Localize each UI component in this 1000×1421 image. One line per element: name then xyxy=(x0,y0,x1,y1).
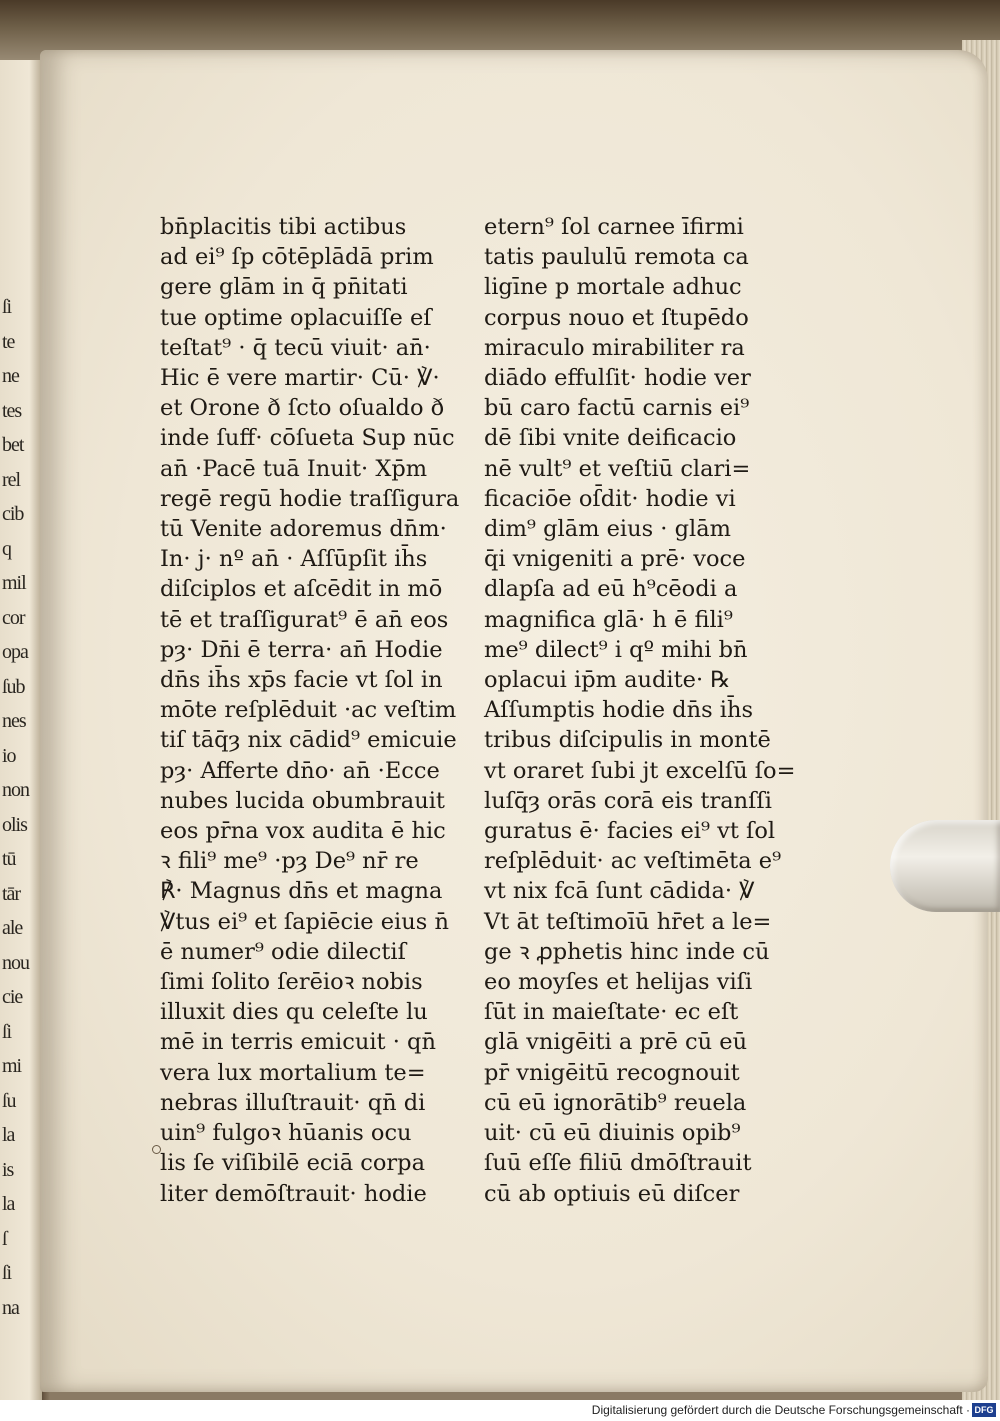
text-line: bū caro factū carnis ei⁹ xyxy=(484,395,750,422)
text-line: guratus ē· facies ei⁹ vt ſol xyxy=(484,818,776,845)
text-line: vt oraret ſubi jt excelſū ſo= xyxy=(484,757,796,784)
text-line: lis ſe viſibilē eciā corpa xyxy=(160,1150,425,1177)
text-line: ℣tus ei⁹ et ſapiēcie eius n̄ xyxy=(160,908,449,935)
text-line: dē ſibi vnite deificacio xyxy=(484,425,737,452)
text-line: glā vnigēiti a prē cū eū xyxy=(484,1029,748,1056)
text-line: Aſſumptis hodie dn̄s ih̄s xyxy=(484,697,754,724)
text-line: me⁹ dilect⁹ i qº mihi bn̄ xyxy=(484,636,748,663)
text-line: eos pr̄na vox audita ē hic xyxy=(160,818,446,845)
text-line: miraculo mirabiliter ra xyxy=(484,334,745,361)
text-line: bn̄placitis tibi actibus xyxy=(160,214,407,240)
text-line: cū ab optiuis eū diſcer xyxy=(484,1180,740,1207)
text-line: dlapſa ad eū h⁹cēodi a xyxy=(484,576,738,603)
text-line: an̄ ·Pacē tuā Inuit· Xp̄m xyxy=(160,455,428,482)
text-line: gere glām in q̄ pn̄itati xyxy=(160,274,408,301)
text-line: ficaciōe oſ̄dit· hodie vi xyxy=(484,485,736,512)
text-line: mē in terris emicuit · qn̄ xyxy=(160,1029,436,1056)
text-line: inde ſuff· cōſueta Sup nūc xyxy=(160,425,455,452)
text-line: ge ꝛ ꝓphetis hinc inde cū xyxy=(484,938,770,965)
text-line: tatis paululū remota ca xyxy=(484,244,749,271)
text-line: corpus nouo et ſtupēdo xyxy=(484,304,749,331)
text-line: ꝛ fili⁹ me⁹ ·pȝ De⁹ nr̄ re xyxy=(160,848,419,875)
text-line: liter demōſtrauit· hodie xyxy=(160,1180,427,1207)
text-line: uit· cū eū diuinis opib⁹ xyxy=(484,1120,741,1147)
dfg-logo-icon: DFG xyxy=(972,1403,996,1417)
text-line: dn̄s ih̄s xp̄s facie vt ſol in xyxy=(160,667,443,694)
text-line: tue optime oplacuiſſe eſ xyxy=(160,304,432,331)
text-line: vt nix fcā ſunt cādida· ℣ xyxy=(484,878,755,905)
text-line: dim⁹ glām eius · glām xyxy=(484,516,731,543)
text-line: tū Venite adoremus dn̄m· xyxy=(160,516,447,543)
page-mark-dot xyxy=(152,1145,161,1154)
text-line: magnifica glā· h ē fili⁹ xyxy=(484,606,733,633)
text-line: ē numer⁹ odie dilectiſ xyxy=(160,938,406,965)
text-line: teſtat⁹ · q̄ tecū viuit· an̄· xyxy=(160,334,431,361)
text-line: pr̄ vnigēitū recognouit xyxy=(484,1059,740,1086)
text-line: In· j· nº an̄ · Aſſūpſit ih̄s xyxy=(160,546,428,573)
text-line: regē regū hodie traſſigura xyxy=(160,485,460,512)
footer-credit: Digitalisierung gefördert durch die Deutsche Forschungsgemeinschaft · xyxy=(591,1403,970,1417)
text-line: diādo effulſit· hodie ver xyxy=(484,365,751,392)
text-line: uin⁹ fulgoꝛ hūanis ocu xyxy=(160,1120,412,1147)
text-line: et Orone ð ſcto oſualdo ð xyxy=(160,395,445,422)
text-line: Hic ē vere martir· Cū· ℣· xyxy=(160,365,440,392)
text-column-right xyxy=(484,212,796,1209)
text-line: tribus diſcipulis in montē xyxy=(484,727,771,754)
text-line: nē vult⁹ et veſtiū clari= xyxy=(484,455,751,482)
page-clip xyxy=(890,820,1000,912)
text-line: luſq̄ȝ orās corā eis tranſſi xyxy=(484,787,772,814)
footer-bar xyxy=(0,1400,1000,1421)
text-line: mōte reſplēduit ·ac veſtim xyxy=(160,697,457,724)
text-line: nebras illuſtrauit· qn̄ di xyxy=(160,1089,426,1116)
text-line: cū eū ignorātib⁹ reuela xyxy=(484,1089,747,1116)
text-line: eo moyſes et helijas viſi xyxy=(484,969,753,996)
text-column-left xyxy=(160,212,460,1209)
text-line: ℟· Magnus dn̄s et magna xyxy=(160,878,443,905)
text-line: ligīne p mortale adhuc xyxy=(484,274,742,301)
text-line: illuxit dies qu celeſte lu xyxy=(160,999,428,1026)
text-line: diſciplos et aſcēdit in mō xyxy=(160,576,443,603)
text-line: ad ei⁹ ſp cōtēplādā prim xyxy=(160,244,434,271)
text-line: pȝ· Dn̄i ē terra· an̄ Hodie xyxy=(160,636,443,663)
text-line: etern⁹ ſol carnee īfirmi xyxy=(484,214,744,240)
text-line: tiſ tāq̄ȝ nix cādid⁹ emicuie xyxy=(160,727,457,754)
text-line: oplacui ip̄m audite· ℞ xyxy=(484,667,731,694)
text-line: q̄i vnigeniti a prē· voce xyxy=(484,546,746,573)
text-line: reſplēduit· ac veſtimēta e⁹ xyxy=(484,848,782,875)
left-page-margin-text: ſi te ne tes bet rel cib q mil cor opa ſub nes io non olis tū tār ale nou cie ſi mi ſu la is la ſ ſi na xyxy=(2,296,29,1319)
text-line: nubes lucida obumbrauit xyxy=(160,787,445,814)
text-line: vera lux mortalium te= xyxy=(160,1059,426,1086)
text-line: ſuū eſſe filiū dmōſtrauit xyxy=(484,1150,752,1177)
text-line: ſimi ſolito ſerēioꝛ nobis xyxy=(160,969,423,996)
text-line: pȝ· Afferte dn̄o· an̄ ·Ecce xyxy=(160,757,440,784)
text-line: Vt āt teſtimoīū hr̄et a le= xyxy=(484,908,772,935)
text-line: tē et traſſigurat⁹ ē an̄ eos xyxy=(160,606,449,633)
left-page-edge xyxy=(0,60,42,1400)
text-line: ſūt in maieſtate· ec eſt xyxy=(484,999,739,1026)
